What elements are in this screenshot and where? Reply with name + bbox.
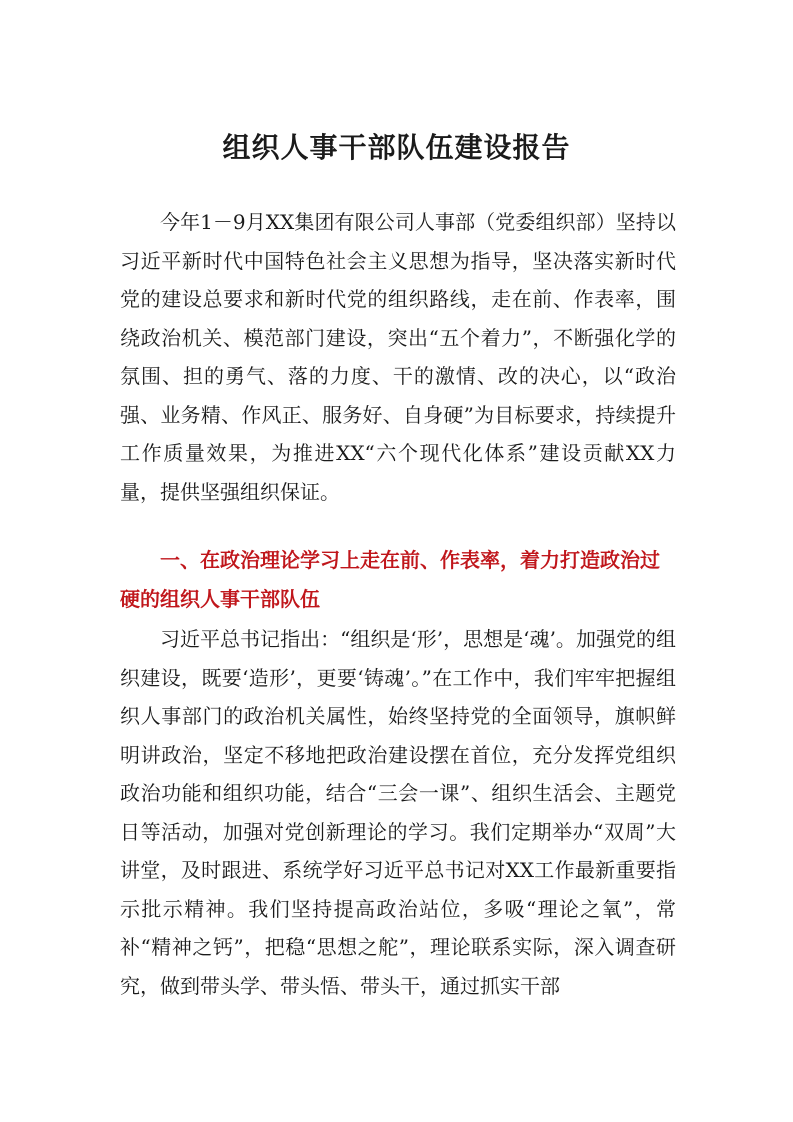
- document-title: 组织人事干部队伍建设报告: [222, 131, 571, 164]
- section-1-paragraph: 习近平总书记指出：“组织是‘形’，思想是‘魂’。加强党的组织建设，既要‘造形’，更要‘铸魂’。”在工作中，我们牢牢把握组织人事部门的政治机关属性，始终坚持党的全面领导，旗帜鲜明讲政治，坚定不移地把政治建设摆在首位，充分发挥党组织政治功能和组织功能，结合“三会一课”、组织生活会、主题党日等活动，加强对党创新理论的学习。我们定期举办“双周”大讲堂，及时跟进、系统学好习近平总书记对XX工作最新重要指示批示精神。我们坚持提高政治站位，多吸“理论之氧”，常补“精神之钙”，把稳“思想之舵”，理论联系实际，深入调查研究，做到带头学、带头悟、带头干，通过抓实干部: [120, 627, 676, 998]
- section-heading-1: 一、在政治理论学习上走在前、作表率，着力打造政治过硬的组织人事干部队伍: [120, 548, 660, 611]
- intro-paragraph: 今年1－9月XX集团有限公司人事部（党委组织部）坚持以习近平新时代中国特色社会主义思想为指导，坚决落实新时代党的建设总要求和新时代党的组织路线，走在前、作表率，围绕政治机关、模范部门建设，突出“五个着力”，不断强化学的氛围、担的勇气、落的力度、干的激情、改的决心，以“政治强、业务精、作风正、服务好、自身硬”为目标要求，持续提升工作质量效果，为推进XX“六个现代化体系”建设贡献XX力量，提供坚强组织保证。: [120, 210, 676, 504]
